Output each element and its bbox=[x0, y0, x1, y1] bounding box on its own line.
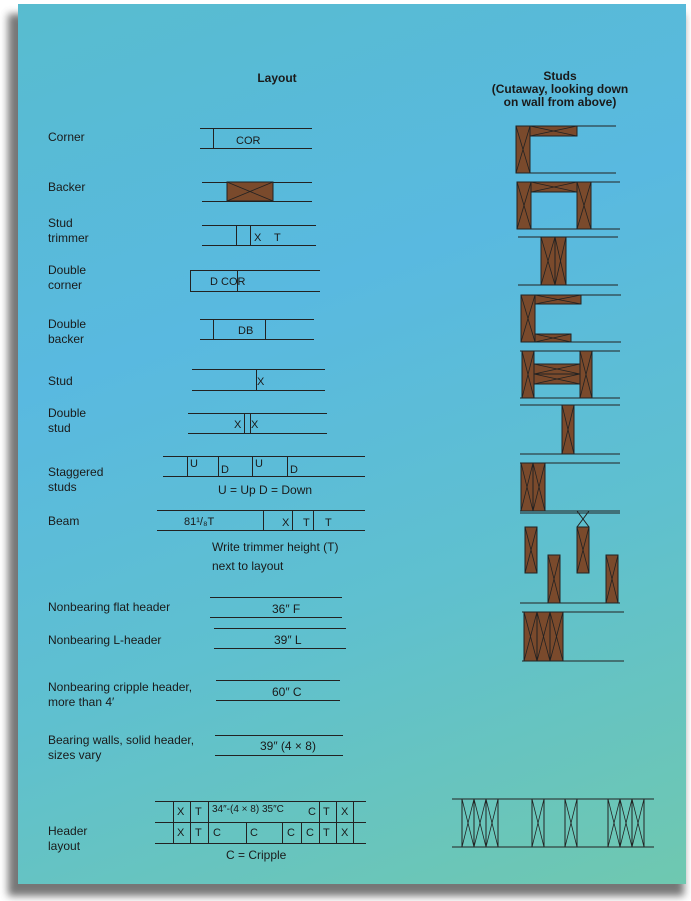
studs-header: Studs (Cutaway, looking down on wall from above) bbox=[491, 69, 629, 109]
staggered-caption: U = Up D = Down bbox=[218, 483, 313, 497]
hl-top-c: C bbox=[308, 806, 316, 818]
stud-trimmer-x: X bbox=[254, 232, 262, 244]
label-beam: Beam bbox=[48, 514, 80, 528]
hl-top-x1: X bbox=[177, 806, 185, 818]
label-stud: Stud bbox=[48, 374, 73, 388]
beam-caption-2: next to layout bbox=[212, 559, 284, 573]
flat-header-mark: 36″ F bbox=[272, 602, 301, 616]
hl-bot-t1: T bbox=[195, 827, 202, 839]
hl-bot-c1: C bbox=[213, 827, 221, 839]
cripple-header-mark: 60″ C bbox=[272, 685, 302, 699]
label-staggered-studs: Staggered studs bbox=[48, 465, 104, 494]
header-layout-caption: C = Cripple bbox=[226, 848, 287, 862]
beam-t1: T bbox=[303, 517, 310, 529]
hl-top-size: 34″-(4 × 8) 35″C bbox=[212, 804, 284, 815]
label-stud-trimmer: Stud trimmer bbox=[48, 216, 89, 245]
hl-bot-x1: X bbox=[177, 827, 185, 839]
label-double-corner: Double corner bbox=[48, 263, 87, 292]
label-header-layout: Header layout bbox=[48, 824, 88, 853]
double-stud-x1: X bbox=[234, 419, 242, 431]
double-corner-mark: D COR bbox=[210, 276, 246, 288]
label-bearing-walls: Bearing walls, solid header, sizes vary bbox=[48, 733, 195, 762]
hl-bot-t2: T bbox=[323, 827, 330, 839]
hl-top-t1: T bbox=[195, 806, 202, 818]
beam-x: X bbox=[282, 517, 290, 529]
label-double-stud: Double stud bbox=[48, 406, 87, 435]
label-l-header: Nonbearing L-header bbox=[48, 633, 162, 647]
beam-caption-1: Write trimmer height (T) bbox=[212, 540, 339, 554]
bearing-mark: 39″ (4 × 8) bbox=[260, 739, 316, 753]
hl-bot-c4: C bbox=[306, 827, 314, 839]
label-backer: Backer bbox=[48, 180, 86, 194]
stud-x: X bbox=[257, 376, 265, 388]
hl-top-t2: T bbox=[323, 806, 330, 818]
l-header-mark: 39″ L bbox=[274, 633, 302, 647]
label-double-backer: Double backer bbox=[48, 317, 87, 346]
hl-bot-x2: X bbox=[341, 827, 349, 839]
stud-trimmer-t: T bbox=[274, 232, 281, 244]
corner-mark: COR bbox=[236, 135, 261, 147]
label-corner: Corner bbox=[48, 130, 85, 144]
layout-header: Layout bbox=[257, 71, 297, 85]
double-stud-x2: X bbox=[251, 419, 259, 431]
double-backer-mark: DB bbox=[238, 325, 254, 337]
label-cripple-header: Nonbearing cripple header, more than 4′ bbox=[48, 680, 193, 709]
hl-bot-c3: C bbox=[287, 827, 295, 839]
staggered-d2: D bbox=[290, 464, 298, 476]
beam-t2: T bbox=[325, 517, 332, 529]
staggered-u2: U bbox=[255, 458, 263, 470]
staggered-d1: D bbox=[221, 464, 229, 476]
label-flat-header: Nonbearing flat header bbox=[48, 600, 171, 614]
staggered-u1: U bbox=[190, 458, 198, 470]
hl-top-x2: X bbox=[341, 806, 349, 818]
hl-bot-c2: C bbox=[250, 827, 258, 839]
beam-mark: 81¹/₈T bbox=[184, 516, 215, 528]
